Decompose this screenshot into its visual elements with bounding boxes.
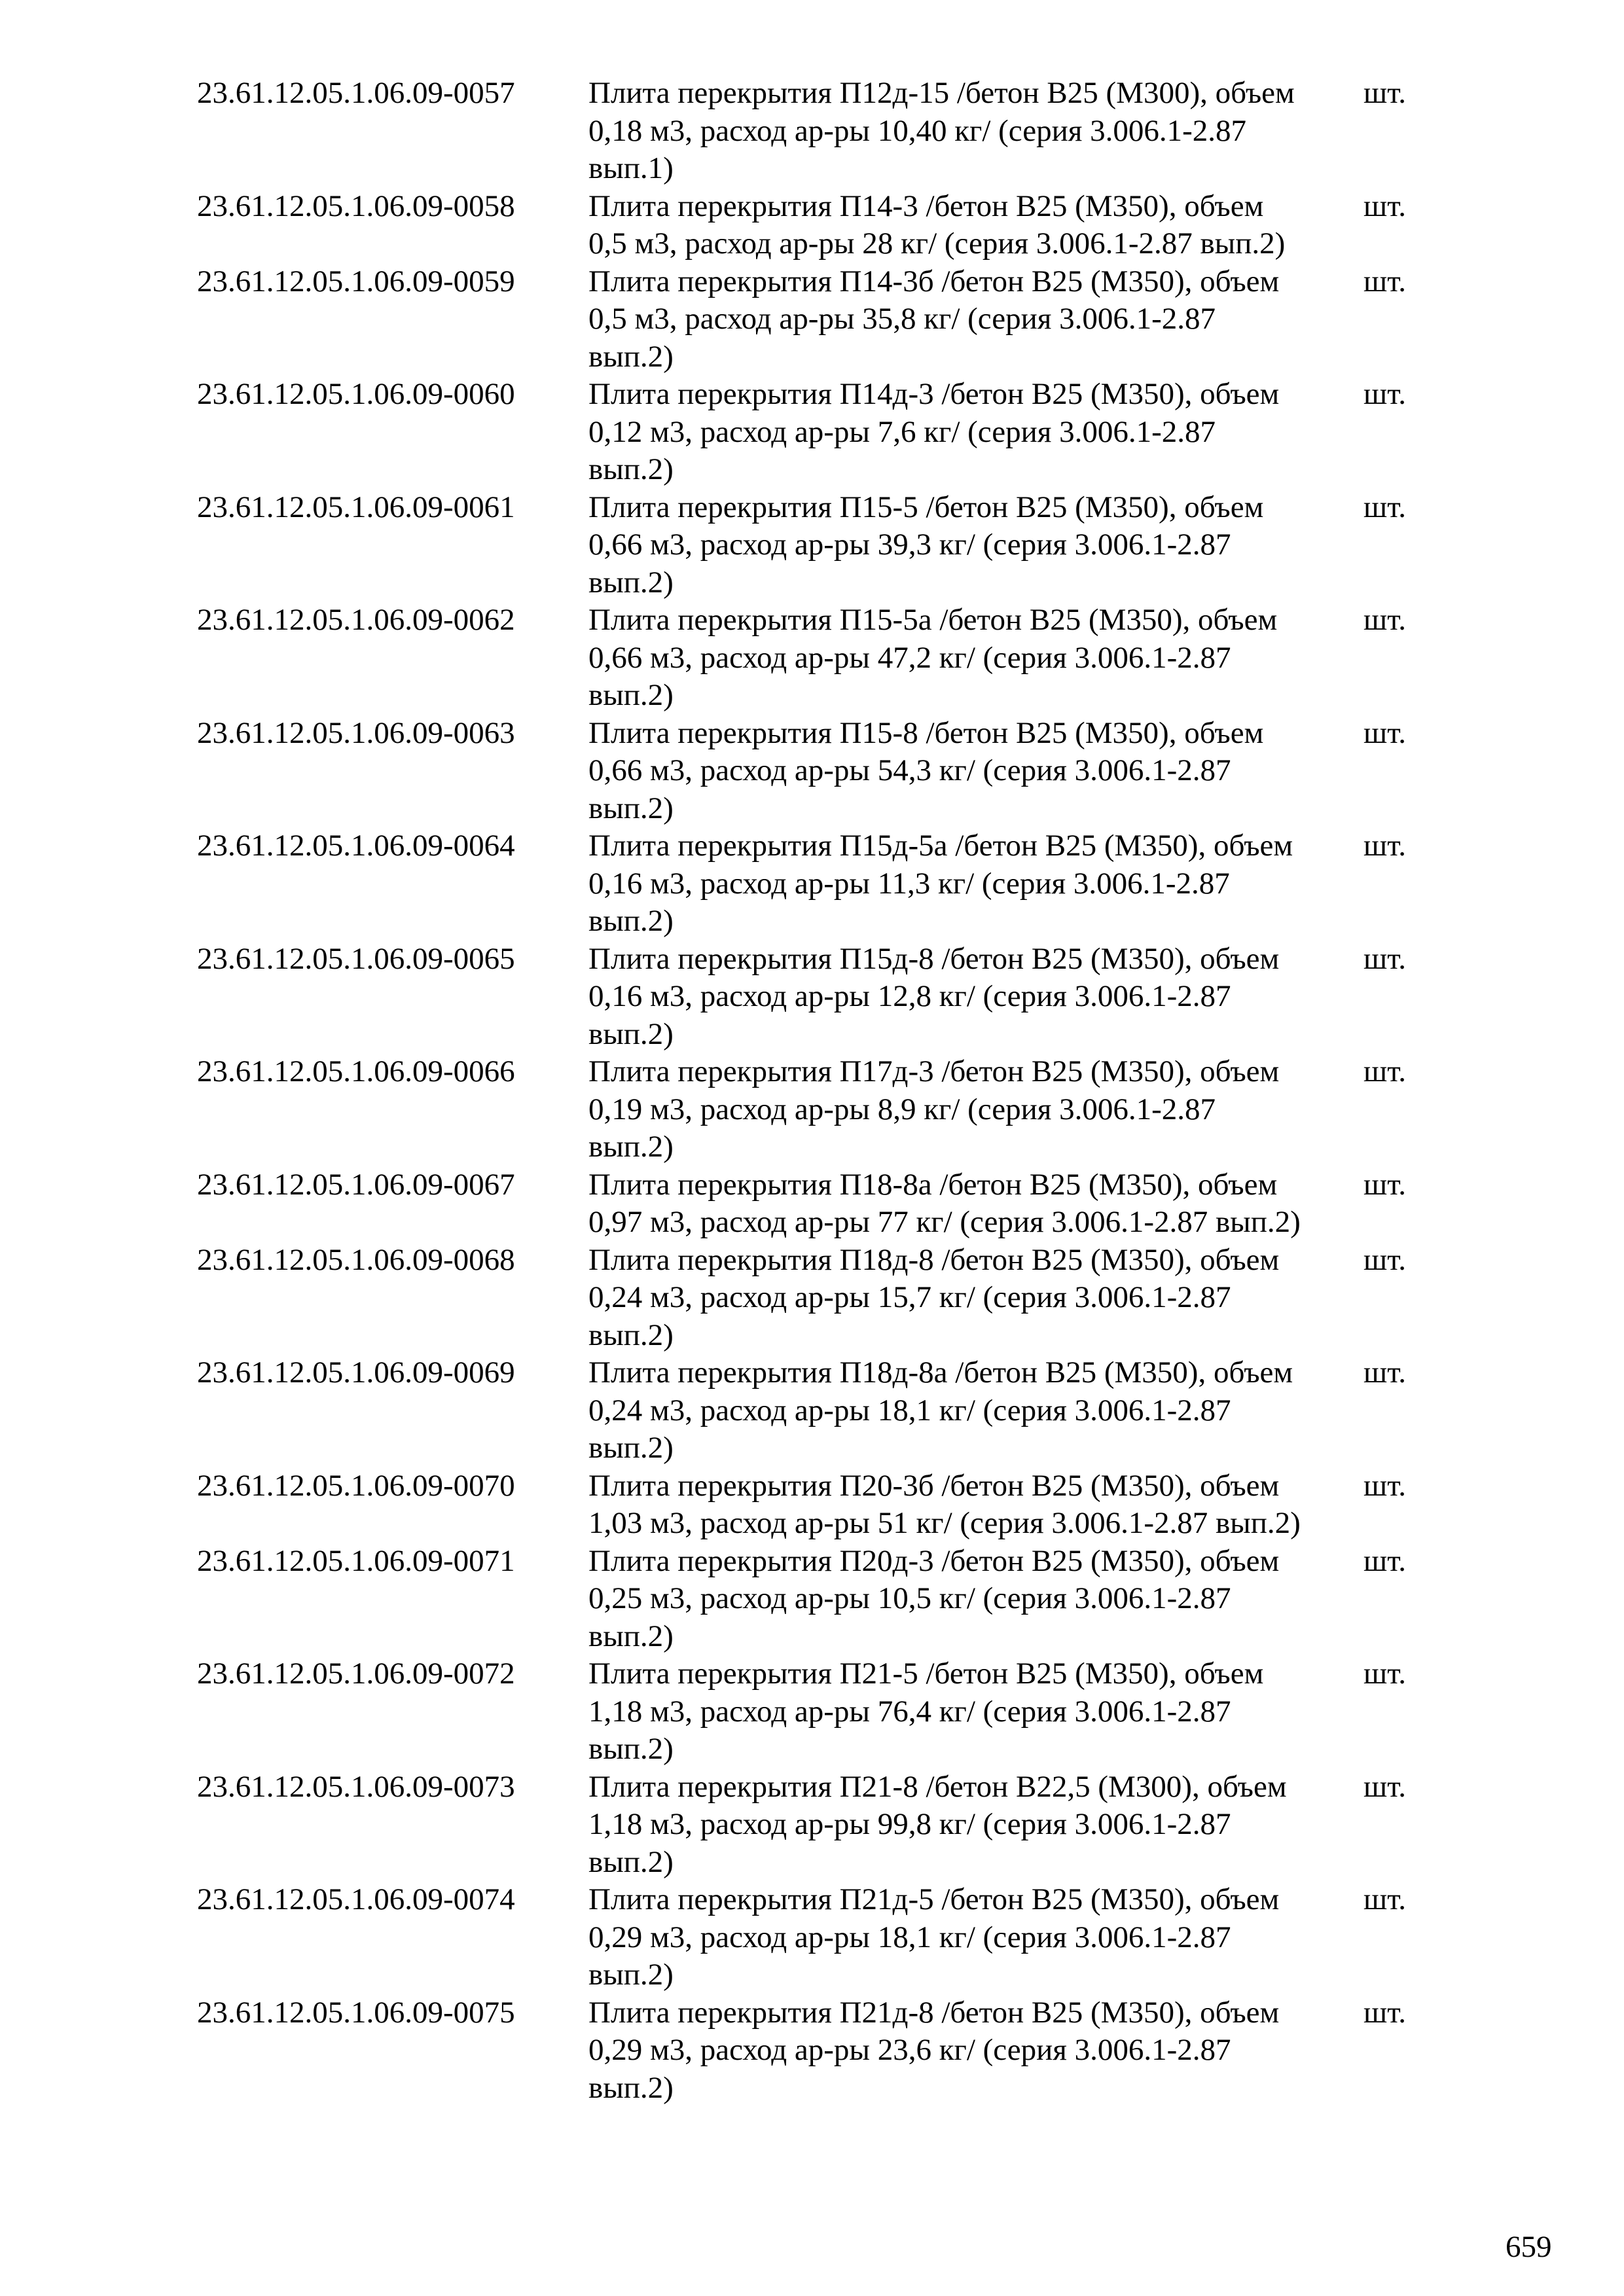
entry-unit: шт. [1363,1882,1406,1916]
entry-unit: шт. [1363,1468,1406,1503]
entry-row [197,489,1441,602]
entry-unit: шт. [1363,188,1406,223]
entry-unit: шт. [1363,1167,1406,1202]
entry-unit: шт. [1363,1355,1406,1390]
entry-unit: шт. [1363,1242,1406,1277]
entry-code: 23.61.12.05.1.06.09-0059 [197,264,515,298]
entry-description: Плита перекрытия П18д-8 /бетон В25 (М350), объем 0,24 м3, расход ар-ры 15,7 кг/ (серия 3.006.1-2.87 вып.2) [588,1242,1280,1352]
entry-code: 23.61.12.05.1.06.09-0064 [197,829,515,863]
entry-description: Плита перекрытия П21-8 /бетон В22,5 (М300), объем 1,18 м3, расход ар-ры 99,8 кг/ (серия 3.006.1-2.87 вып.2) [588,1769,1287,1879]
entry-unit: шт. [1363,941,1406,976]
entry-description: Плита перекрытия П15д-5а /бетон В25 (М350), объем 0,16 м3, расход ар-ры 11,3 кг/ (серия 3.006.1-2.87 вып.2) [588,829,1293,938]
entry-unit: шт. [1363,1769,1406,1804]
entry-code: 23.61.12.05.1.06.09-0072 [197,1657,515,1691]
entry-row [197,1768,1441,1882]
entry-row [197,827,1441,941]
entry-row [197,1166,1441,1242]
entry-row [197,1467,1441,1543]
entry-row [197,1053,1441,1166]
entry-code: 23.61.12.05.1.06.09-0071 [197,1543,515,1578]
page-number: 659 [1506,2230,1552,2264]
entry-row [197,1655,1441,1768]
entry-row [197,1242,1441,1355]
entry-description: Плита перекрытия П12д-15 /бетон В25 (М300), объем 0,18 м3, расход ар-ры 10,40 кг/ (серия 3.006.1-2.87 вып.1) [588,76,1295,185]
entry-row [197,601,1441,715]
entry-unit: шт. [1363,829,1406,863]
entry-unit: шт. [1363,1657,1406,1691]
entry-code: 23.61.12.05.1.06.09-0069 [197,1355,515,1390]
entry-row [197,715,1441,828]
entry-code: 23.61.12.05.1.06.09-0057 [197,76,515,110]
entry-row [197,1994,1441,2108]
entry-row [197,263,1441,376]
entry-code: 23.61.12.05.1.06.09-0070 [197,1468,515,1503]
entry-unit: шт. [1363,76,1406,110]
entry-code: 23.61.12.05.1.06.09-0065 [197,941,515,976]
entry-code: 23.61.12.05.1.06.09-0067 [197,1167,515,1202]
entry-description: Плита перекрытия П20-3б /бетон В25 (М350), объем 1,03 м3, расход ар-ры 51 кг/ (серия 3.006.1-2.87 вып.2) [588,1468,1301,1540]
entry-description: Плита перекрытия П18д-8а /бетон В25 (М350), объем 0,24 м3, расход ар-ры 18,1 кг/ (серия 3.006.1-2.87 вып.2) [588,1355,1293,1465]
entry-unit: шт. [1363,1995,1406,2030]
entry-description: Плита перекрытия П15-5 /бетон В25 (М350), объем 0,66 м3, расход ар-ры 39,3 кг/ (серия 3.006.1-2.87 вып.2) [588,490,1264,600]
entry-description: Плита перекрытия П21д-8 /бетон В25 (М350), объем 0,29 м3, расход ар-ры 23,6 кг/ (серия 3.006.1-2.87 вып.2) [588,1995,1280,2105]
entry-unit: шт. [1363,715,1406,750]
entry-row [197,1881,1441,1994]
entry-description: Плита перекрытия П18-8а /бетон В25 (М350), объем 0,97 м3, расход ар-ры 77 кг/ (серия 3.006.1-2.87 вып.2) [588,1167,1301,1239]
entry-code: 23.61.12.05.1.06.09-0062 [197,603,515,637]
entry-description: Плита перекрытия П15-5а /бетон В25 (М350), объем 0,66 м3, расход ар-ры 47,2 кг/ (серия 3.006.1-2.87 вып.2) [588,603,1278,712]
entry-unit: шт. [1363,377,1406,411]
entry-row [197,1543,1441,1656]
entry-row [197,941,1441,1054]
entry-unit: шт. [1363,1543,1406,1578]
entry-code: 23.61.12.05.1.06.09-0073 [197,1769,515,1804]
entry-description: Плита перекрытия П14-3 /бетон В25 (М350), объем 0,5 м3, расход ар-ры 28 кг/ (серия 3.006.1-2.87 вып.2) [588,188,1286,260]
entry-description: Плита перекрытия П17д-3 /бетон В25 (М350), объем 0,19 м3, расход ар-ры 8,9 кг/ (серия 3.006.1-2.87 вып.2) [588,1054,1280,1164]
entry-code: 23.61.12.05.1.06.09-0063 [197,715,515,750]
entry-code: 23.61.12.05.1.06.09-0068 [197,1242,515,1277]
entry-unit: шт. [1363,1054,1406,1088]
entry-code: 23.61.12.05.1.06.09-0075 [197,1995,515,2030]
entry-description: Плита перекрытия П15д-8 /бетон В25 (М350), объем 0,16 м3, расход ар-ры 12,8 кг/ (серия 3.006.1-2.87 вып.2) [588,941,1280,1051]
entry-description: Плита перекрытия П15-8 /бетон В25 (М350), объем 0,66 м3, расход ар-ры 54,3 кг/ (серия 3.006.1-2.87 вып.2) [588,715,1264,825]
entry-description: Плита перекрытия П21д-5 /бетон В25 (М350), объем 0,29 м3, расход ар-ры 18,1 кг/ (серия 3.006.1-2.87 вып.2) [588,1882,1280,1992]
entry-code: 23.61.12.05.1.06.09-0060 [197,377,515,411]
entry-unit: шт. [1363,264,1406,298]
entry-row [197,376,1441,489]
entry-code: 23.61.12.05.1.06.09-0066 [197,1054,515,1088]
entry-row [197,188,1441,263]
entry-description: Плита перекрытия П14д-3 /бетон В25 (М350), объем 0,12 м3, расход ар-ры 7,6 кг/ (серия 3.006.1-2.87 вып.2) [588,377,1280,486]
entry-description: Плита перекрытия П20д-3 /бетон В25 (М350), объем 0,25 м3, расход ар-ры 10,5 кг/ (серия 3.006.1-2.87 вып.2) [588,1543,1280,1653]
price-entries-list [197,75,1441,2107]
entry-code: 23.61.12.05.1.06.09-0058 [197,188,515,223]
entry-code: 23.61.12.05.1.06.09-0074 [197,1882,515,1916]
entry-code: 23.61.12.05.1.06.09-0061 [197,490,515,524]
entry-description: Плита перекрытия П21-5 /бетон В25 (М350), объем 1,18 м3, расход ар-ры 76,4 кг/ (серия 3.006.1-2.87 вып.2) [588,1657,1264,1766]
entry-row [197,75,1441,188]
entry-row [197,1354,1441,1467]
entry-unit: шт. [1363,490,1406,524]
entry-unit: шт. [1363,603,1406,637]
entry-description: Плита перекрытия П14-3б /бетон В25 (М350), объем 0,5 м3, расход ар-ры 35,8 кг/ (серия 3.006.1-2.87 вып.2) [588,264,1280,374]
